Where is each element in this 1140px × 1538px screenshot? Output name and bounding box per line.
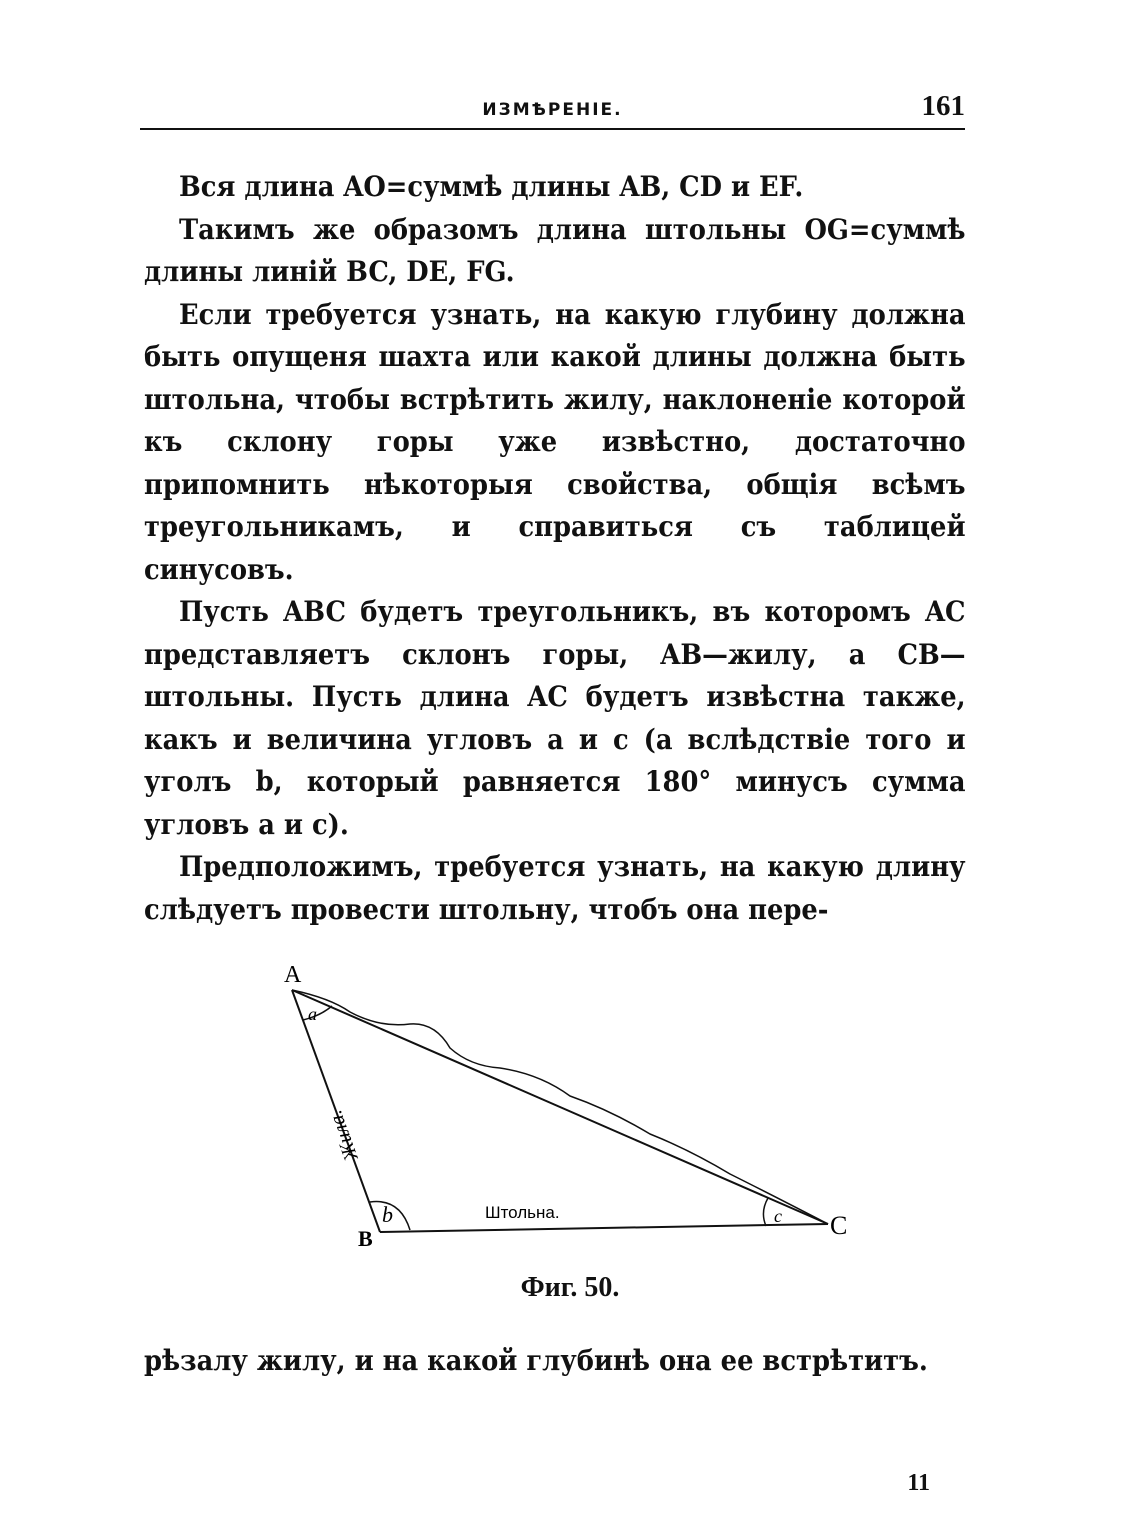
side-bc-adit [380,1224,828,1232]
paragraph-4: Пусть ABC будетъ треугольникъ, въ которомъ AC представляетъ склонъ горы, AB—жилу, а CB—штольны. Пусть длина AC будетъ извѣстна также, какъ и величина угловъ a и c (а вслѣдствіе того и уголъ b, который равняется 180° минусъ сумма угловъ a и c). [144,595,966,841]
angle-b-label: b [382,1202,393,1227]
triangle-diagram [270,950,870,1250]
paragraph-2: Такимъ же образомъ длина штольны OG=суммѣ длины линій BC, DE, FG. [144,212,966,288]
continuation-paragraph: рѣзалу жилу, и на какой глубинѣ она ее встрѣтитъ. [144,1344,928,1377]
paragraph-5: Предположимъ, требуется узнать, на какую длину слѣдуетъ провести штольну, чтобъ она пере- [144,850,966,926]
side-ac-slope [292,990,828,1224]
body-text [144,166,966,931]
adit-label: Штольна. [485,1203,560,1222]
vein-label: Жила. [324,1107,363,1164]
vertex-a-label: A [284,962,302,988]
page-number: 161 [921,90,965,122]
triangle-figure [270,950,870,1250]
paragraph-3: Если требуется узнать, на какую глубину должна быть опущеня шахта или какой длины должна быть штольна, чтобы встрѣтить жилу, наклоненіе которой къ склону горы уже извѣстно, достаточно припомнить нѣкоторыя свойства, общія всѣмъ треугольникамъ, и справиться съ таблицей синусовъ. [144,297,966,586]
running-head [140,84,965,130]
vertex-c-label: C [830,1211,848,1240]
continuation-text [144,1340,966,1383]
vertex-b-label: B [358,1226,373,1250]
signature-mark: 11 [907,1470,930,1496]
angle-a-label: a [308,1004,317,1024]
angle-c-label: c [774,1206,782,1226]
figure-caption: Фиг. 50. [520,1272,620,1303]
paragraph-1: Вся длина AO=суммѣ длины AB, CD и EF. [178,170,804,203]
angle-arc-c [763,1198,768,1226]
running-title: ИЗМѢРЕНІЕ. [482,100,623,120]
